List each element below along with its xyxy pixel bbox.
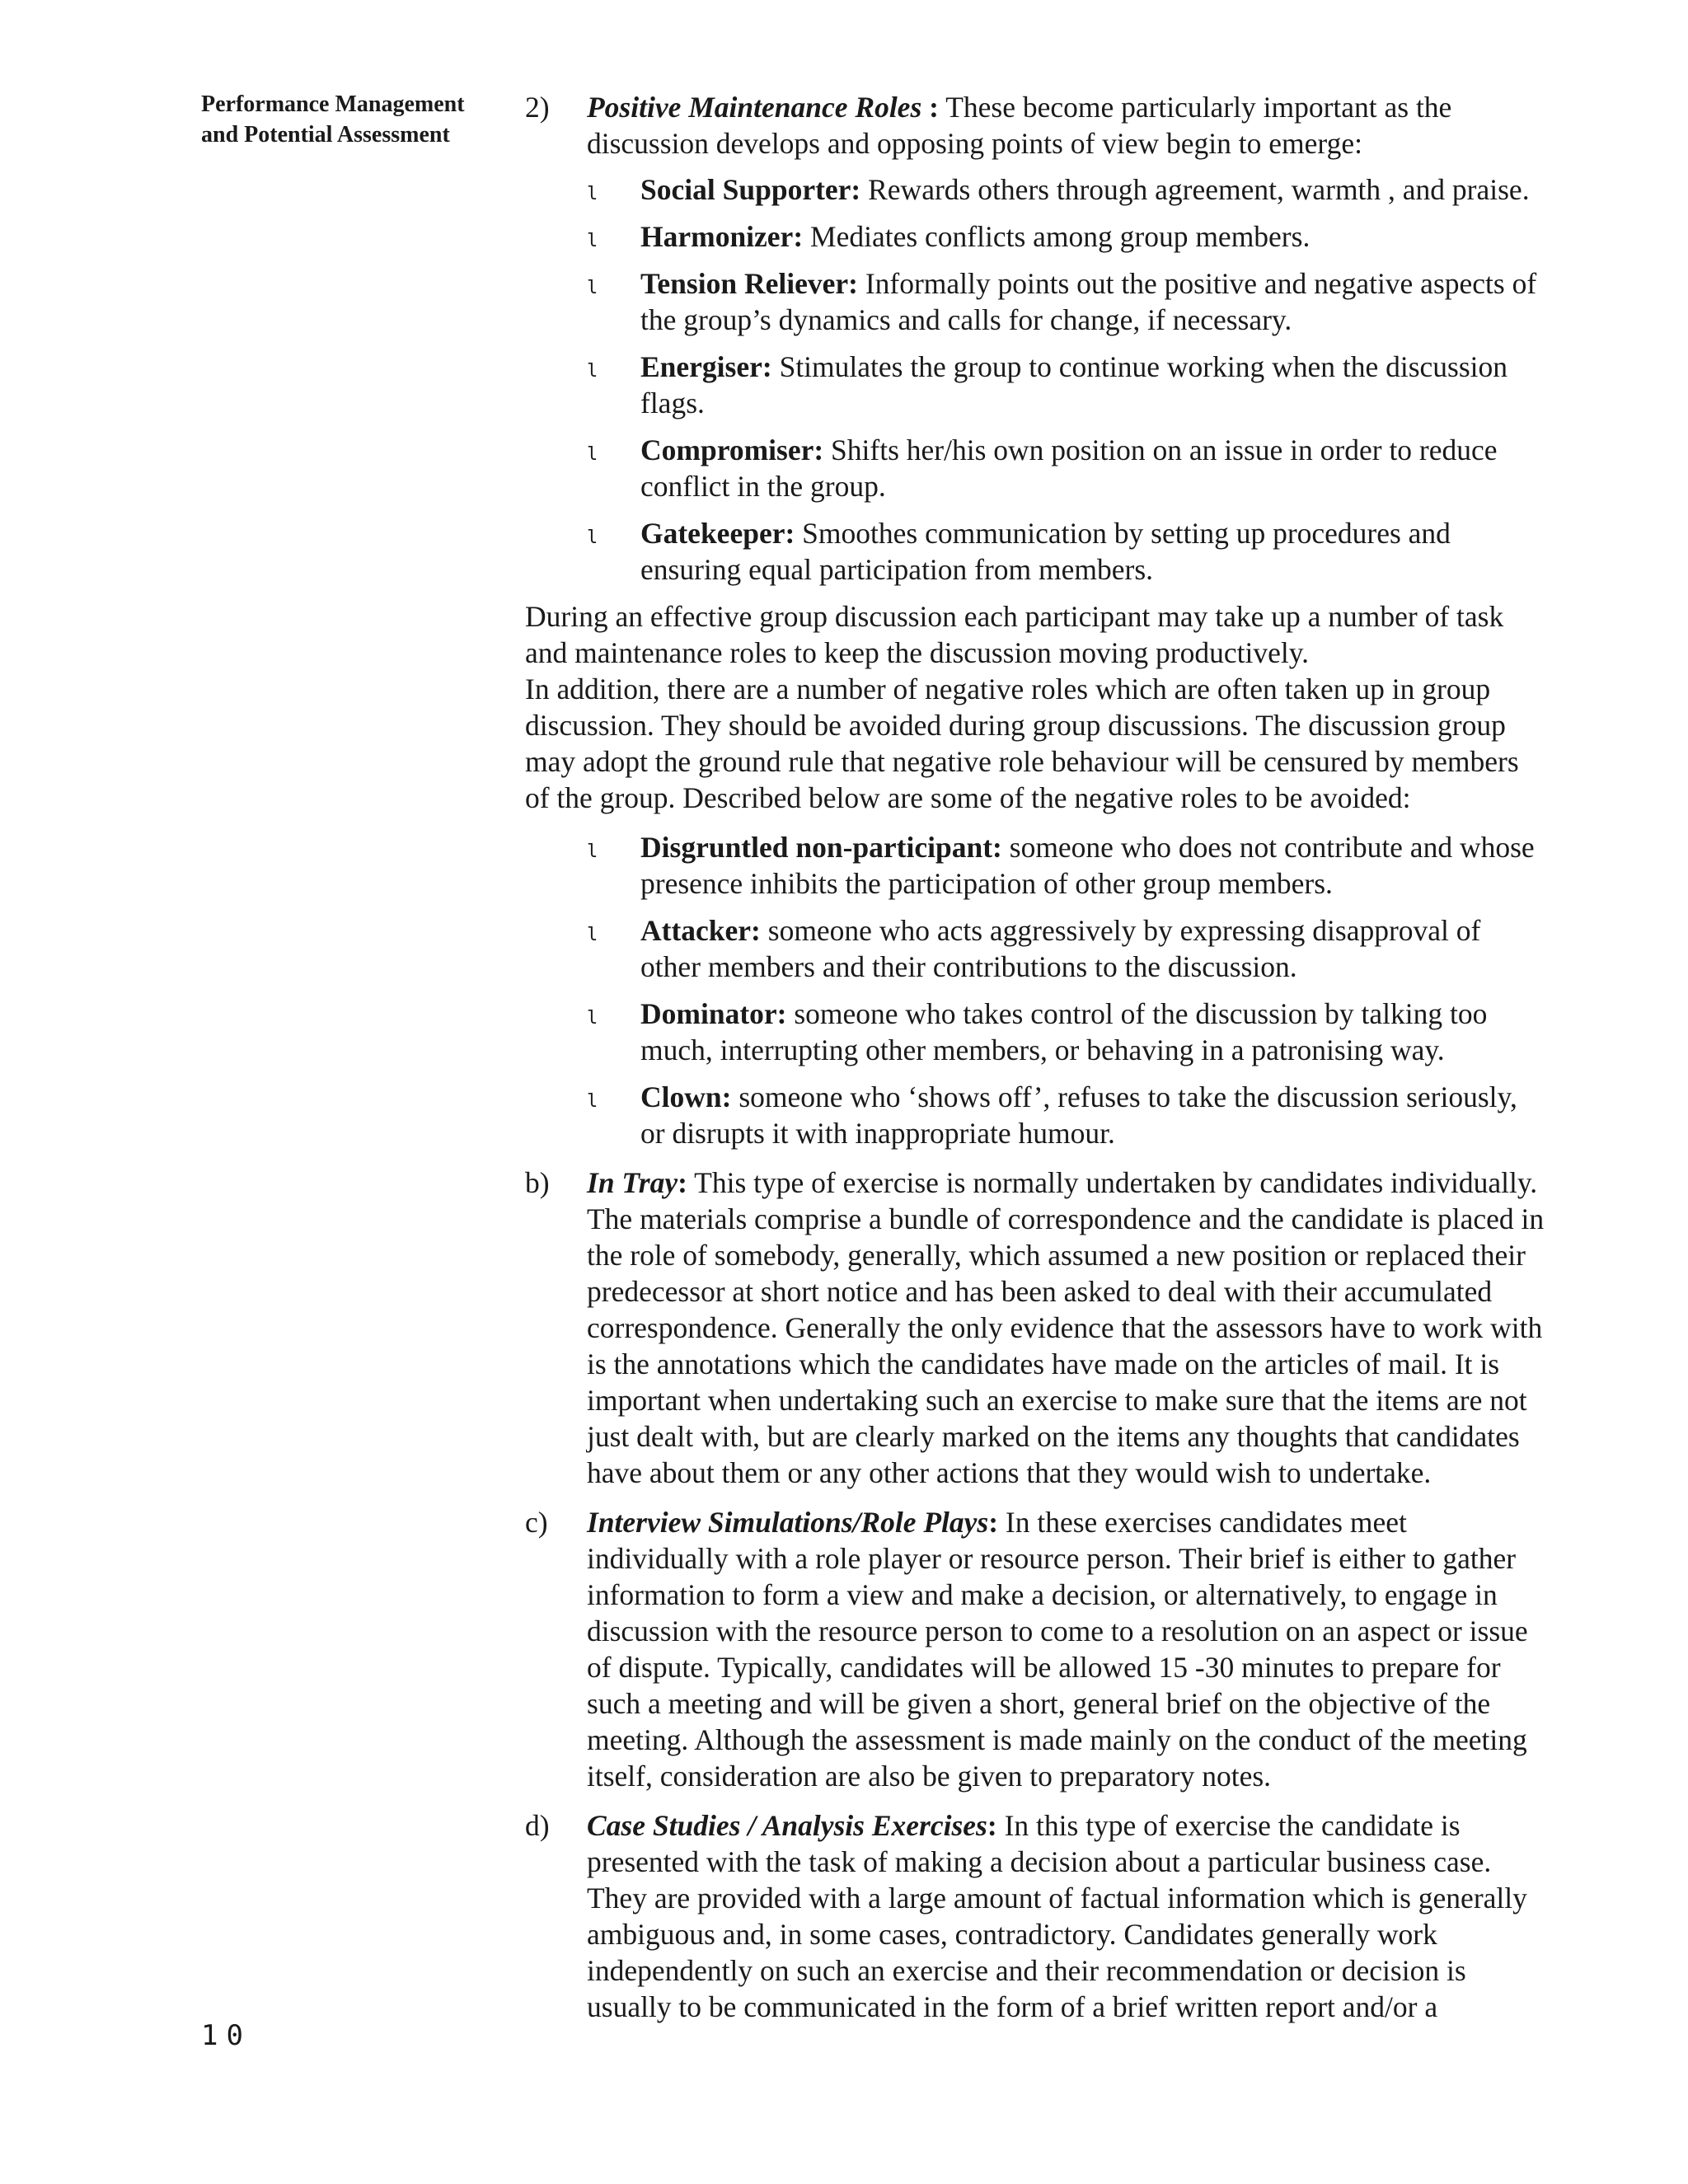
bullet-icon: l [587,361,598,382]
item-marker: d) [525,1809,550,1842]
item-marker: c) [525,1506,548,1539]
bullet-text: someone who takes control of the discussion by talking too much, interrupting other members, or behaving in a patronising way. [640,997,1488,1066]
bullet-term: Social Supporter: [640,173,861,206]
list-item [587,265,1547,338]
bullet-icon: l [587,1091,598,1112]
item-marker: b) [525,1166,550,1199]
bullet-text: Stimulates the group to continue working when the discussion flags. [640,350,1508,419]
bullet-term: Compromiser: [640,434,824,466]
negative-roles-list [587,829,1547,1151]
paragraph: During an effective group discussion each participant may take up a number of task and maintenance roles to keep the discussion moving productively. [525,600,1504,669]
list-item [587,912,1547,985]
bullet-term: Harmonizer: [640,220,804,253]
bullet-icon: l [587,841,598,862]
bullet-text: someone who does not contribute and whose presence inhibits the participation of other group members. [640,831,1535,900]
bullet-term: Attacker: [640,914,761,947]
bullet-text: Rewards others through agreement, warmth , and praise. [860,173,1530,206]
item-colon: : [988,1506,999,1539]
exercise-item [525,1504,1547,1794]
item-colon: : [921,91,939,124]
list-item [587,1079,1547,1151]
list-item [587,515,1547,588]
maintenance-roles-list [587,171,1547,588]
bullet-term: Gatekeeper: [640,517,795,550]
maintenance-roles-item [525,89,1547,162]
bullet-text: Mediates conflicts among group members. [803,220,1311,253]
page-number: 10 [201,2019,251,2052]
bullet-icon: l [587,925,598,945]
list-item [587,171,1547,208]
bullet-icon: l [587,444,598,465]
paragraph: In addition, there are a number of negative roles which are often taken up in group discussion. They should be avoided during group discussions. The discussion group may adopt the ground rule that negative role behaviour will be censured by members of the group. Described below are some of the negative roles to be avoided: [525,673,1519,814]
bullet-text: Informally points out the positive and negative aspects of the group’s dynamics and calls for change, if necessary. [640,267,1537,336]
bullet-icon: l [587,527,598,548]
exercise-item [525,1165,1547,1491]
item-term: In Tray [587,1166,678,1199]
bullet-term: Disgruntled non-participant: [640,831,1002,864]
item-colon: : [678,1166,687,1199]
bullet-term: Tension Reliever: [640,267,858,300]
bullet-text: Smoothes communication by setting up procedures and ensuring equal participation from members. [640,517,1451,586]
item-text: In this type of exercise the candidate is presented with the task of making a decision about a particular business case. They are provided with a large amount of factual information which is generally ambiguous and, in some cases, contradictory. Candidates generally work independently on such an exercise and their recommendation or decision is usually to be communicated in the form of a brief written report and/or a [587,1809,1527,2023]
main-content [525,89,1547,2025]
item-marker: 2) [525,91,550,124]
list-item [587,996,1547,1068]
running-header-line-1: Performance Management [201,91,465,117]
item-term: Interview Simulations/Role Plays [587,1506,989,1539]
bullet-icon: l [587,1008,598,1029]
item-text: This type of exercise is normally undertaken by candidates individually. The materials comprise a bundle of correspondence and the candidate is placed in the role of somebody, generally, which assumed a new position or replaced their predecessor at short notice and has been asked to deal with their accumulated correspondence. Generally the only evidence that the assessors have to work with is the annotations which the candidates have made on the articles of mail. It is important when undertaking such an exercise to make sure that the items are not just dealt with, but are clearly marked on the items any thoughts that candidates have about them or any other actions that they would wish to undertake. [587,1166,1545,1489]
running-header-line-2: and Potential Assessment [201,122,450,148]
list-item [587,829,1547,902]
exercise-item [525,1807,1547,2025]
item-text: These become particularly important as the discussion develops and opposing points of view begin to emerge: [587,91,1452,160]
bullet-icon: l [587,278,598,298]
bullet-term: Clown: [640,1080,732,1113]
item-term: Positive Maintenance Roles [587,91,922,124]
bullet-text: someone who ‘shows off’, refuses to take the discussion seriously, or disrupts it with inappropriate humour. [640,1080,1517,1150]
bullet-icon: l [587,231,598,251]
bullet-text: Shifts her/his own position on an issue in order to reduce conflict in the group. [640,434,1498,503]
item-colon: : [987,1809,997,1842]
list-item [587,349,1547,421]
bullet-term: Dominator: [640,997,787,1030]
list-item [587,432,1547,504]
bullet-text: someone who acts aggressively by expressing disapproval of other members and their contributions to the discussion. [640,914,1481,983]
item-term: Case Studies / Analysis Exercises [587,1809,987,1842]
bullet-term: Energiser: [640,350,772,383]
list-item [587,218,1547,255]
running-header [201,89,490,150]
item-text: In these exercises candidates meet individually with a role player or resource person. Their brief is either to gather information to form a view and make a decision, or alternatively, to engage in discussion with the resource person to come to a resolution on an aspect or issue of dispute. Typically, candidates will be allowed 15 -30 minutes to prepare for such a meeting and will be given a short, general brief on the objective of the meeting. Although the assessment is made mainly on the conduct of the meeting itself, consideration are also be given to preparatory notes. [587,1506,1528,1793]
bullet-icon: l [587,184,598,204]
